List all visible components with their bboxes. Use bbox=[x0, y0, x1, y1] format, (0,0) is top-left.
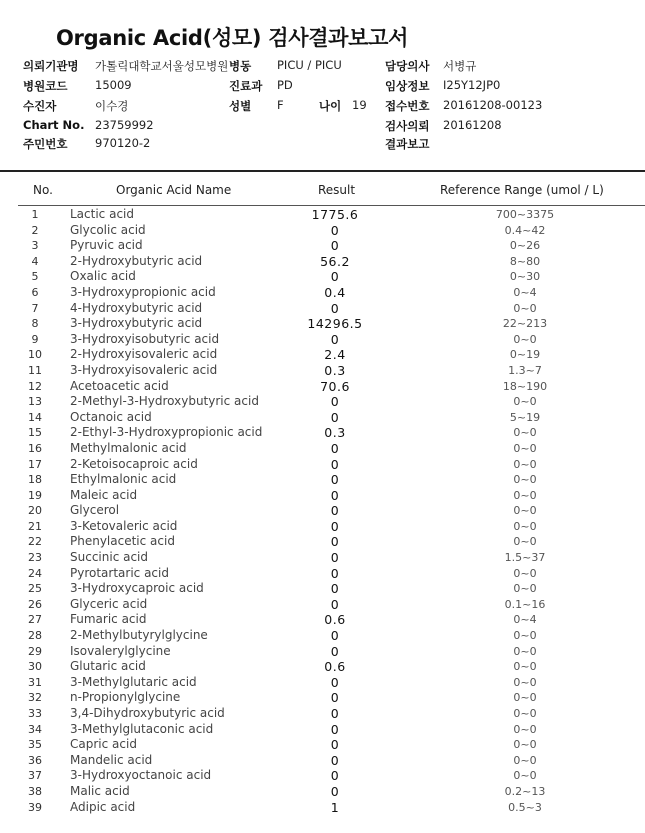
table-row bbox=[0, 768, 645, 784]
result-value: 0 bbox=[330, 300, 340, 316]
table-row bbox=[0, 690, 645, 706]
reference-range: 0~0 bbox=[513, 441, 537, 455]
receipt-value: 20161208-00123 bbox=[443, 98, 543, 112]
reference-range: 0~30 bbox=[509, 270, 541, 284]
institution-label: 의뢰기관명 bbox=[23, 59, 79, 73]
results-table bbox=[0, 207, 645, 815]
table-row bbox=[0, 753, 645, 769]
row-number: 5 bbox=[31, 270, 39, 284]
reference-range: 0~0 bbox=[513, 488, 537, 502]
reference-range: 0~0 bbox=[513, 675, 537, 689]
row-number: 18 bbox=[28, 473, 42, 487]
ward-label: 병동 bbox=[229, 59, 252, 73]
result-value: 0 bbox=[330, 690, 340, 706]
reference-range: 0~0 bbox=[513, 769, 537, 783]
acid-name: Adipic acid bbox=[70, 799, 136, 814]
result-value: 0 bbox=[330, 565, 340, 581]
ward-value: PICU / PICU bbox=[277, 58, 342, 72]
row-number: 19 bbox=[28, 488, 42, 502]
reference-range: 22~213 bbox=[502, 317, 548, 331]
table-row bbox=[0, 722, 645, 738]
acid-name: Methylmalonic acid bbox=[70, 440, 187, 455]
acid-name: Acetoacetic acid bbox=[70, 378, 169, 393]
acid-name: Pyruvic acid bbox=[70, 238, 143, 253]
result-value: 0 bbox=[330, 737, 340, 753]
acid-name: 2-Ketoisocaproic acid bbox=[70, 456, 198, 471]
table-row bbox=[0, 706, 645, 722]
result-value: 0 bbox=[330, 409, 340, 425]
age-label: 나이 bbox=[319, 99, 342, 113]
patient-label: 수진자 bbox=[23, 99, 57, 113]
table-row bbox=[0, 269, 645, 285]
acid-name: Ethylmalonic acid bbox=[70, 472, 177, 487]
acid-name: Succinic acid bbox=[70, 550, 149, 565]
result-value: 0 bbox=[330, 269, 340, 285]
result-value: 0 bbox=[330, 222, 340, 238]
doctor-value: 서병규 bbox=[443, 59, 477, 73]
reference-range: 0~0 bbox=[513, 660, 537, 674]
table-row bbox=[0, 675, 645, 691]
table-row bbox=[0, 628, 645, 644]
hospital-code-value: 15009 bbox=[95, 78, 132, 92]
row-number: 20 bbox=[28, 504, 42, 518]
acid-name: Fumaric acid bbox=[70, 612, 147, 627]
chart-value: 23759992 bbox=[95, 118, 154, 132]
reference-range: 0~0 bbox=[513, 738, 537, 752]
table-row bbox=[0, 644, 645, 660]
department-value: PD bbox=[277, 78, 293, 92]
table-row bbox=[0, 534, 645, 550]
table-row bbox=[0, 238, 645, 254]
row-number: 6 bbox=[31, 285, 39, 299]
sex-label: 성별 bbox=[229, 99, 252, 113]
institution-value: 가톨릭대학교서울성모병원 bbox=[95, 59, 229, 73]
acid-name: Glycolic acid bbox=[70, 222, 146, 237]
reference-range: 8~80 bbox=[509, 254, 541, 268]
result-value: 0 bbox=[330, 456, 340, 472]
report-title: Organic Acid(성모) 검사결과보고서 bbox=[56, 26, 409, 50]
reference-range: 0~0 bbox=[513, 457, 537, 471]
acid-name: Phenylacetic acid bbox=[70, 534, 175, 549]
row-number: 26 bbox=[28, 597, 42, 611]
reference-range: 0~0 bbox=[513, 395, 537, 409]
acid-name: Isovalerylglycine bbox=[70, 643, 171, 658]
acid-name: Oxalic acid bbox=[70, 269, 136, 284]
acid-name: 3-Hydroxypropionic acid bbox=[70, 284, 216, 299]
department-label: 진료과 bbox=[229, 79, 263, 93]
reference-range: 0~0 bbox=[513, 301, 537, 315]
result-value: 0 bbox=[330, 768, 340, 784]
table-row bbox=[0, 784, 645, 800]
result-value: 0 bbox=[330, 394, 340, 410]
patient-info-block bbox=[0, 54, 645, 154]
reference-range: 0.1~16 bbox=[504, 597, 546, 611]
reference-range: 0~0 bbox=[513, 691, 537, 705]
result-value: 0.4 bbox=[324, 284, 346, 300]
acid-name: 3-Ketovaleric acid bbox=[70, 518, 178, 533]
reference-range: 0~26 bbox=[509, 239, 541, 253]
patient-value: 이수경 bbox=[95, 99, 129, 113]
row-number: 21 bbox=[28, 519, 42, 533]
id-label: 주민번호 bbox=[23, 137, 68, 151]
reference-range: 700~3375 bbox=[495, 208, 555, 221]
reference-range: 0~0 bbox=[513, 753, 537, 767]
acid-name: 3-Hydroxyoctanoic acid bbox=[70, 768, 212, 783]
hospital-code-label: 병원코드 bbox=[23, 79, 68, 93]
table-row bbox=[0, 581, 645, 597]
row-number: 4 bbox=[31, 254, 39, 268]
acid-name: Maleic acid bbox=[70, 487, 138, 502]
reference-range: 0~0 bbox=[513, 519, 537, 533]
table-row bbox=[0, 316, 645, 332]
table-row bbox=[0, 425, 645, 441]
header-name: Organic Acid Name bbox=[116, 183, 232, 197]
table-row bbox=[0, 503, 645, 519]
result-value: 2.4 bbox=[324, 347, 346, 363]
row-number: 7 bbox=[31, 301, 39, 315]
acid-name: Octanoic acid bbox=[70, 409, 152, 424]
row-number: 22 bbox=[28, 535, 42, 549]
row-number: 9 bbox=[31, 332, 39, 346]
table-row bbox=[0, 223, 645, 239]
reference-range: 5~19 bbox=[509, 410, 541, 424]
acid-name: Glutaric acid bbox=[70, 659, 146, 674]
table-row bbox=[0, 285, 645, 301]
table-row bbox=[0, 332, 645, 348]
result-value: 0 bbox=[330, 472, 340, 488]
header-result: Result bbox=[318, 183, 356, 197]
acid-name: 2-Ethyl-3-Hydroxypropionic acid bbox=[70, 425, 263, 440]
table-row bbox=[0, 566, 645, 582]
acid-name: Glyceric acid bbox=[70, 596, 148, 611]
row-number: 39 bbox=[28, 800, 42, 814]
result-value: 0.3 bbox=[324, 362, 346, 378]
table-row bbox=[0, 519, 645, 535]
clinical-value: I25Y12JP0 bbox=[443, 78, 501, 92]
acid-name: 3,4-Dihydroxybutyric acid bbox=[70, 706, 225, 720]
table-row bbox=[0, 441, 645, 457]
row-number: 2 bbox=[31, 223, 39, 237]
table-top-divider bbox=[0, 170, 645, 172]
table-row bbox=[0, 472, 645, 488]
result-value: 0 bbox=[330, 674, 340, 690]
table-row bbox=[0, 550, 645, 566]
reference-range: 0~0 bbox=[513, 629, 537, 643]
result-value: 0 bbox=[330, 550, 340, 566]
result-value: 0 bbox=[330, 596, 340, 612]
result-value: 0 bbox=[330, 643, 340, 659]
reference-range: 0~0 bbox=[513, 707, 537, 720]
result-value: 70.6 bbox=[320, 378, 350, 394]
report-date-label: 결과보고 bbox=[385, 137, 430, 151]
table-row bbox=[0, 457, 645, 473]
row-number: 15 bbox=[28, 426, 42, 440]
table-row bbox=[0, 410, 645, 426]
result-value: 1775.6 bbox=[311, 207, 359, 222]
result-value: 0 bbox=[330, 503, 340, 519]
row-number: 29 bbox=[28, 644, 42, 658]
acid-name: Glycerol bbox=[70, 503, 120, 518]
acid-name: 2-Hydroxybutyric acid bbox=[70, 253, 203, 268]
reference-range: 0~0 bbox=[513, 644, 537, 658]
table-row bbox=[0, 659, 645, 675]
table-row bbox=[0, 488, 645, 504]
reference-range: 1.3~7 bbox=[508, 363, 542, 377]
request-label: 검사의뢰 bbox=[385, 119, 430, 133]
acid-name: Malic acid bbox=[70, 783, 130, 798]
reference-range: 1.5~37 bbox=[504, 551, 546, 565]
row-number: 38 bbox=[28, 784, 42, 798]
result-value: 0 bbox=[330, 238, 340, 254]
acid-name: 3-Methylglutaconic acid bbox=[70, 721, 214, 736]
table-row bbox=[0, 394, 645, 410]
reference-range: 0~0 bbox=[513, 535, 537, 549]
acid-name: 2-Methyl-3-Hydroxybutyric acid bbox=[70, 394, 259, 409]
receipt-label: 접수번호 bbox=[385, 99, 430, 113]
row-number: 10 bbox=[28, 348, 42, 362]
row-number: 34 bbox=[28, 722, 42, 736]
table-row bbox=[0, 612, 645, 628]
acid-name: Mandelic acid bbox=[70, 752, 153, 767]
row-number: 30 bbox=[28, 660, 42, 674]
header-no: No. bbox=[33, 183, 53, 197]
row-number: 17 bbox=[28, 457, 42, 471]
reference-range: 0~19 bbox=[509, 348, 541, 362]
result-value: 0.6 bbox=[324, 659, 346, 675]
reference-range: 0~0 bbox=[513, 332, 537, 346]
table-header bbox=[0, 181, 645, 201]
result-value: 0.6 bbox=[324, 612, 346, 628]
header-reference: Reference Range (umol / L) bbox=[440, 183, 604, 197]
row-number: 28 bbox=[28, 629, 42, 643]
reference-range: 0.5~3 bbox=[508, 800, 542, 814]
reference-range: 0~0 bbox=[513, 504, 537, 518]
row-number: 12 bbox=[28, 379, 42, 393]
row-number: 32 bbox=[28, 691, 42, 705]
table-row bbox=[0, 347, 645, 363]
result-value: 0 bbox=[330, 331, 340, 347]
acid-name: 3-Hydroxybutyric acid bbox=[70, 316, 203, 331]
clinical-label: 임상정보 bbox=[385, 79, 430, 93]
table-row bbox=[0, 301, 645, 317]
row-number: 23 bbox=[28, 551, 42, 565]
row-number: 27 bbox=[28, 613, 42, 627]
request-value: 20161208 bbox=[443, 118, 502, 132]
doctor-label: 담당의사 bbox=[385, 59, 430, 73]
result-value: 0 bbox=[330, 628, 340, 644]
reference-range: 0~0 bbox=[513, 582, 537, 596]
row-number: 36 bbox=[28, 753, 42, 767]
reference-range: 0~4 bbox=[513, 285, 537, 299]
table-row bbox=[0, 207, 645, 223]
result-value: 0 bbox=[330, 721, 340, 737]
row-number: 31 bbox=[28, 675, 42, 689]
row-number: 11 bbox=[28, 363, 42, 377]
row-number: 14 bbox=[28, 410, 42, 424]
reference-range: 18~190 bbox=[502, 379, 548, 393]
acid-name: Pyrotartaric acid bbox=[70, 565, 169, 580]
acid-name: 3-Hydroxyisobutyric acid bbox=[70, 331, 220, 346]
result-value: 0 bbox=[330, 581, 340, 597]
reference-range: 0~0 bbox=[513, 566, 537, 580]
row-number: 24 bbox=[28, 566, 42, 580]
acid-name: 2-Hydroxyisovaleric acid bbox=[70, 347, 218, 362]
row-number: 16 bbox=[28, 441, 42, 455]
row-number: 35 bbox=[28, 738, 42, 752]
result-value: 0 bbox=[330, 752, 340, 768]
table-row bbox=[0, 379, 645, 395]
row-number: 1 bbox=[31, 208, 39, 221]
id-value: 970120-2 bbox=[95, 136, 151, 150]
table-row bbox=[0, 737, 645, 753]
acid-name: 4-Hydroxybutyric acid bbox=[70, 300, 203, 315]
result-value: 1 bbox=[330, 799, 340, 815]
row-number: 37 bbox=[28, 769, 42, 783]
row-number: 3 bbox=[31, 239, 39, 253]
table-row bbox=[0, 254, 645, 270]
table-row bbox=[0, 800, 645, 816]
reference-range: 0~0 bbox=[513, 722, 537, 736]
row-number: 13 bbox=[28, 395, 42, 409]
result-value: 0 bbox=[330, 487, 340, 503]
chart-label: Chart No. bbox=[23, 118, 85, 132]
reference-range: 0~0 bbox=[513, 473, 537, 487]
acid-name: Capric acid bbox=[70, 737, 137, 752]
reference-range: 0.4~42 bbox=[504, 223, 546, 237]
reference-range: 0~4 bbox=[513, 613, 537, 627]
result-value: 0 bbox=[330, 518, 340, 534]
acid-name: 3-Hydroxycaproic acid bbox=[70, 581, 204, 596]
result-value: 0 bbox=[330, 783, 340, 799]
result-value: 14296.5 bbox=[307, 316, 363, 332]
row-number: 33 bbox=[28, 707, 42, 720]
reference-range: 0~0 bbox=[513, 426, 537, 440]
result-value: 0 bbox=[330, 706, 340, 721]
sex-value: F bbox=[277, 98, 284, 112]
table-row bbox=[0, 597, 645, 613]
result-value: 0 bbox=[330, 440, 340, 456]
row-number: 8 bbox=[31, 317, 39, 331]
acid-name: n-Propionylglycine bbox=[70, 690, 181, 705]
result-value: 56.2 bbox=[320, 253, 350, 269]
table-row bbox=[0, 363, 645, 379]
acid-name: 3-Methylglutaric acid bbox=[70, 674, 197, 689]
row-number: 25 bbox=[28, 582, 42, 596]
reference-range: 0.2~13 bbox=[504, 784, 546, 798]
acid-name: 2-Methylbutyrylglycine bbox=[70, 628, 208, 643]
acid-name: 3-Hydroxyisovaleric acid bbox=[70, 362, 218, 377]
age-value: 19 bbox=[352, 98, 367, 112]
result-value: 0 bbox=[330, 534, 340, 550]
header-divider bbox=[18, 205, 645, 206]
acid-name: Lactic acid bbox=[70, 207, 134, 221]
result-value: 0.3 bbox=[324, 425, 346, 441]
